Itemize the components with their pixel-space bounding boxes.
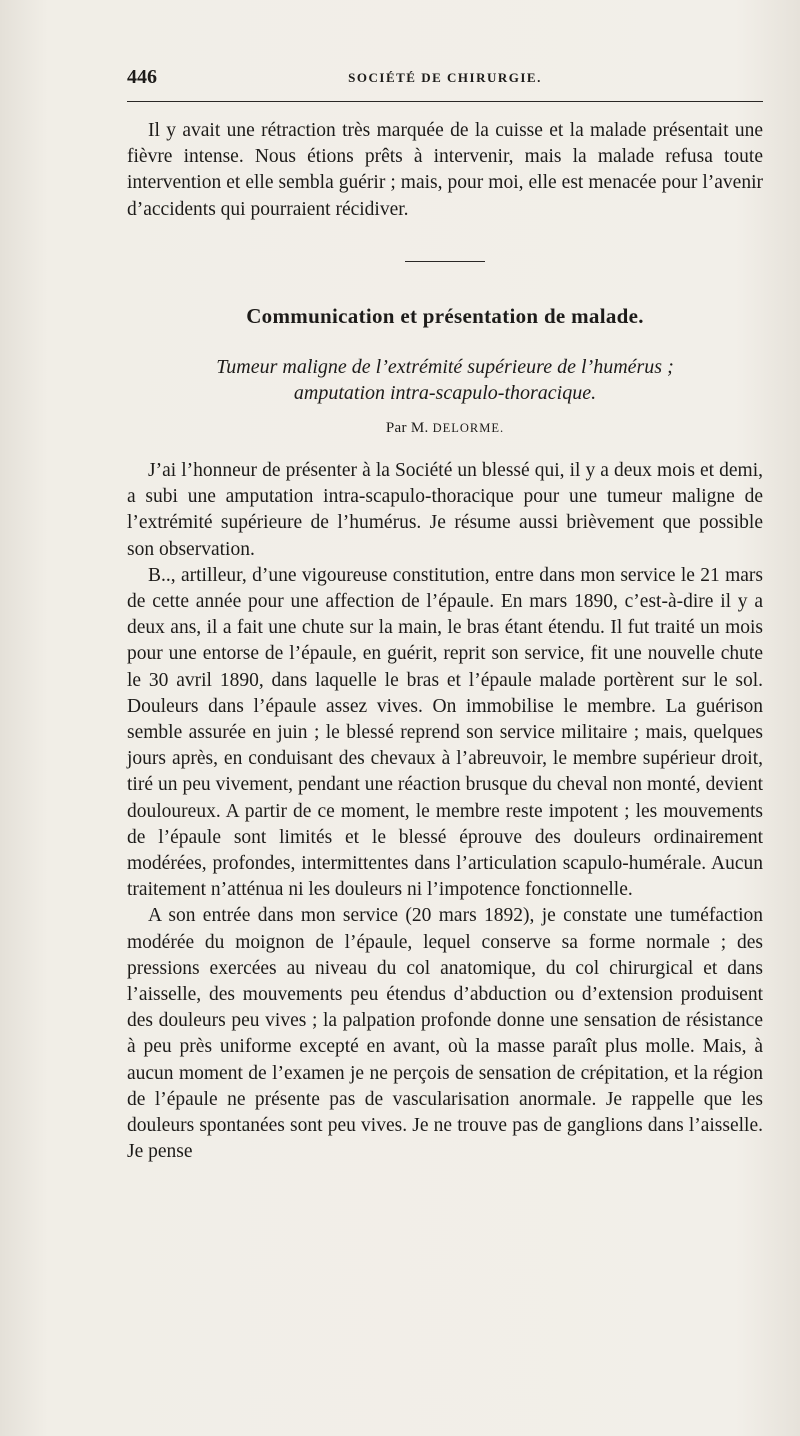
- body-paragraph-1: J’ai l’honneur de présenter à la Société un blessé qui, il y a deux mois et demi, a subi une amputation intra-scapulo-thoracique pour une tumeur maligne de l’extrémité supérieure de l’humérus. Je résume aussi brièvement que possible son observation.: [127, 460, 763, 560]
- subtitle-line-2: amputation intra-scapulo-thoracique.: [293, 382, 597, 404]
- body-paragraph-2: B.., artilleur, d’une vigoureuse constitution, entre dans mon service le 21 mars de cette année pour une affection de l’épaule. En mars 1890, c’est-à-dire il y a deux ans, il a fait une chute sur la main, le bras étant étendu. Il fut traité un mois pour une entorse de l’épaule, en guérit, reprit son service, fit une nouvelle chute le 30 avril 1890, dans laquelle le bras et l’épaule malade portèrent sur le sol. Douleurs dans l’épaule assez vives. On immobilise le membre. La guérison semble assurée en juin ; le blessé reprend son service militaire ; mais, quelques jours après, en conduisant des chevaux à l’abreuvoir, le membre supérieur droit, tiré un peu vivement, pendant une réaction brusque du cheval non monté, devient douloureux. A partir de ce moment, le membre reste impotent ; les mouvements de l’épaule sont limités et le blessé éprouve des douleurs ordinairement modérées, profondes, intermittentes dans l’articulation scapulo-humérale. Aucun traitement n’atténua ni les douleurs ni l’impotence fonctionnelle.: [127, 564, 763, 901]
- article-subtitle: [127, 354, 763, 406]
- section-heading: Communication et présentation de malade.: [246, 304, 644, 328]
- intro-paragraph: Il y avait une rétraction très marquée de la cuisse et la malade présentait une fièvre intense. Nous étions prêts à intervenir, mais la malade refusa toute intervention et elle sembla guérir ; mais, pour moi, elle est menacée pour l’avenir d’accidents qui pourraient récidiver.: [127, 120, 763, 220]
- header-rule: [127, 101, 763, 102]
- article-body: [127, 458, 763, 1165]
- body-paragraph-3: A son entrée dans mon service (20 mars 1892), je constate une tuméfaction modérée du moignon de l’épaule, lequel conserve sa forme normale ; des pressions exercées au niveau du col anatomique, du col chirurgical et dans l’aisselle, des mouvements peu étendus d’abduction ou d’extension produisent des douleurs peu vives ; la palpation profonde donne une sensation de résistance à peu près uniforme excepté en avant, où la masse paraît plus molle. Mais, à aucun moment de l’examen je ne perçois de sensation de crépitation, et la région de l’épaule ne présente pas de vascularisation anormale. Je rappelle que les douleurs spontanées sont peu vives. Je ne trouve pas de ganglions dans l’aisselle. Je pense: [127, 905, 763, 1163]
- author-byline: [127, 420, 763, 437]
- byline-prefix: Par M.: [385, 420, 429, 436]
- section-divider: [405, 261, 485, 262]
- intro-text: [127, 118, 763, 223]
- page-header: [127, 66, 763, 94]
- page-number: 446: [127, 66, 157, 88]
- byline-author: DELORME.: [432, 421, 505, 435]
- running-head: SOCIÉTÉ DE CHIRURGIE.: [348, 70, 542, 85]
- subtitle-line-1: Tumeur maligne de l’extrémité supérieure de l’humérus ;: [216, 356, 674, 378]
